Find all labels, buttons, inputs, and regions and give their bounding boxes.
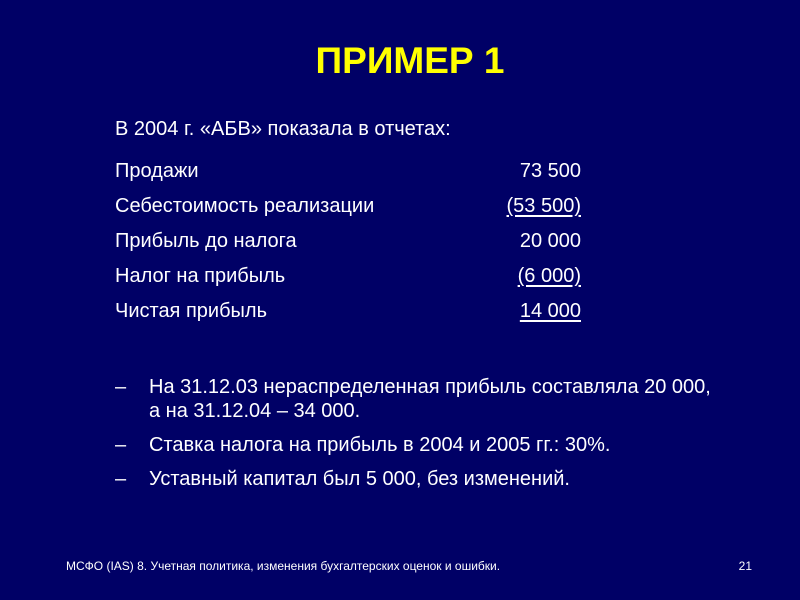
page-number: 21	[738, 559, 752, 573]
note-text: Ставка налога на прибыль в 2004 и 2005 гг.: 30%.	[149, 434, 611, 456]
table-row	[115, 191, 585, 226]
note-text: На 31.12.03 нераспределенная прибыль составляла 20 000, а на 31.12.04 – 34 000.	[149, 376, 711, 422]
list-item	[115, 433, 715, 457]
slide-title: ПРИМЕР 1	[315, 40, 505, 81]
intro-text: В 2004 г. «АБВ» показала в отчетах:	[115, 118, 451, 140]
table-row	[115, 296, 585, 331]
table-row	[115, 226, 585, 261]
dash-bullet: –	[115, 376, 127, 398]
dash-bullet: –	[115, 434, 127, 456]
row-label: Продажи	[115, 160, 199, 182]
table-row	[115, 156, 585, 191]
note-text: Уставный капитал был 5 000, без изменений.	[149, 468, 570, 490]
dash-bullet: –	[115, 468, 127, 490]
row-value: 20 000	[519, 230, 581, 252]
row-label: Себестоимость реализации	[115, 195, 375, 217]
table-row	[115, 261, 585, 296]
row-value: (53 500)	[506, 195, 581, 217]
row-label: Налог на прибыль	[115, 265, 286, 287]
list-item	[115, 375, 715, 423]
financial-table	[115, 156, 585, 331]
row-value: 73 500	[519, 160, 581, 182]
row-value: (6 000)	[517, 265, 581, 287]
footer-caption: МСФО (IAS) 8. Учетная политика, изменения бухгалтерских оценок и ошибки.	[66, 559, 501, 573]
notes-list	[115, 375, 715, 501]
row-value: 14 000	[519, 300, 581, 322]
row-label: Чистая прибыль	[115, 300, 267, 322]
list-item	[115, 467, 715, 491]
row-label: Прибыль до налога	[115, 230, 297, 252]
